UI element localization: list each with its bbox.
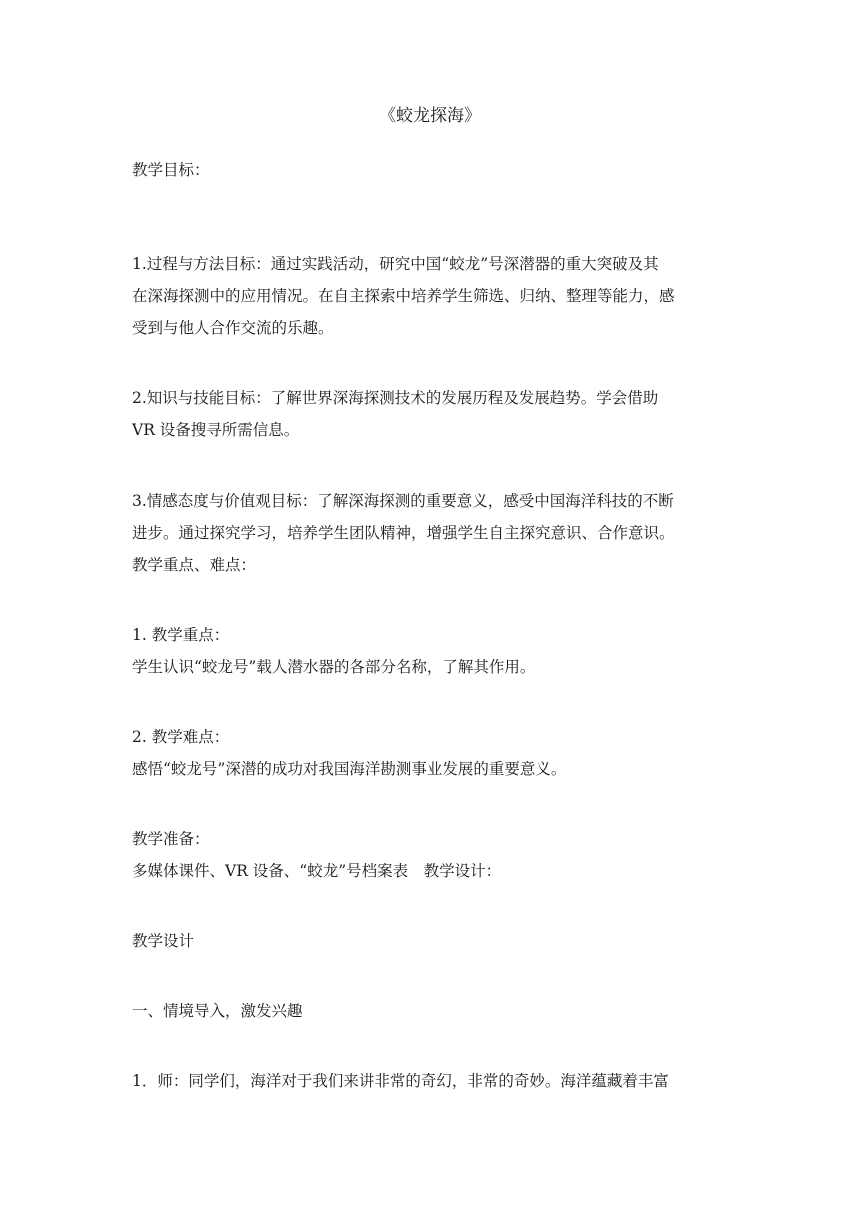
preparation-text: 多媒体课件、VR 设备、“蛟龙”号档案表 教学设计： <box>132 862 502 880</box>
section-heading-objectives: 教学目标： <box>132 161 210 179</box>
objective-3-line-2: 进步。通过探究学习，培养学生团队精神，增强学生自主探究意识、合作意识。 <box>132 524 675 542</box>
objective-1-line-3: 受到与他人合作交流的乐趣。 <box>132 319 334 337</box>
objective-3-line-1: 3.情感态度与价值观目标：了解深海探测的重要意义，感受中国海洋科技的不断 <box>132 492 674 510</box>
objective-2-line-2: VR 设备搜寻所需信息。 <box>132 421 300 439</box>
key-point-text: 学生认识“蛟龙号”载人潜水器的各部分名称，了解其作用。 <box>132 658 536 676</box>
section-heading-preparation: 教学准备： <box>132 830 210 848</box>
part-1-paragraph-line-1: 1．师：同学们，海洋对于我们来讲非常的奇幻，非常的奇妙。海洋蕴藏着丰富 <box>132 1072 669 1090</box>
key-point-heading: 1. 教学重点： <box>132 626 230 644</box>
difficulty-text: 感悟“蛟龙号”深潜的成功对我国海洋勘测事业发展的重要意义。 <box>132 760 567 778</box>
document-title: 《蛟龙探海》 <box>379 106 481 126</box>
objective-1-line-1: 1.过程与方法目标：通过实践活动，研究中国“蛟龙”号深潜器的重大突破及其 <box>132 255 659 273</box>
part-1-heading: 一、情境导入，激发兴趣 <box>132 1002 303 1020</box>
difficulty-heading: 2. 教学难点： <box>132 728 230 746</box>
section-heading-key-points: 教学重点、难点： <box>132 556 257 574</box>
objective-1-line-2: 在深海探测中的应用情况。在自主探索中培养学生筛选、归纳、整理等能力，感 <box>132 287 675 305</box>
objective-2-line-1: 2.知识与技能目标：了解世界深海探测技术的发展历程及发展趋势。学会借助 <box>132 389 659 407</box>
section-heading-design: 教学设计 <box>132 932 195 950</box>
